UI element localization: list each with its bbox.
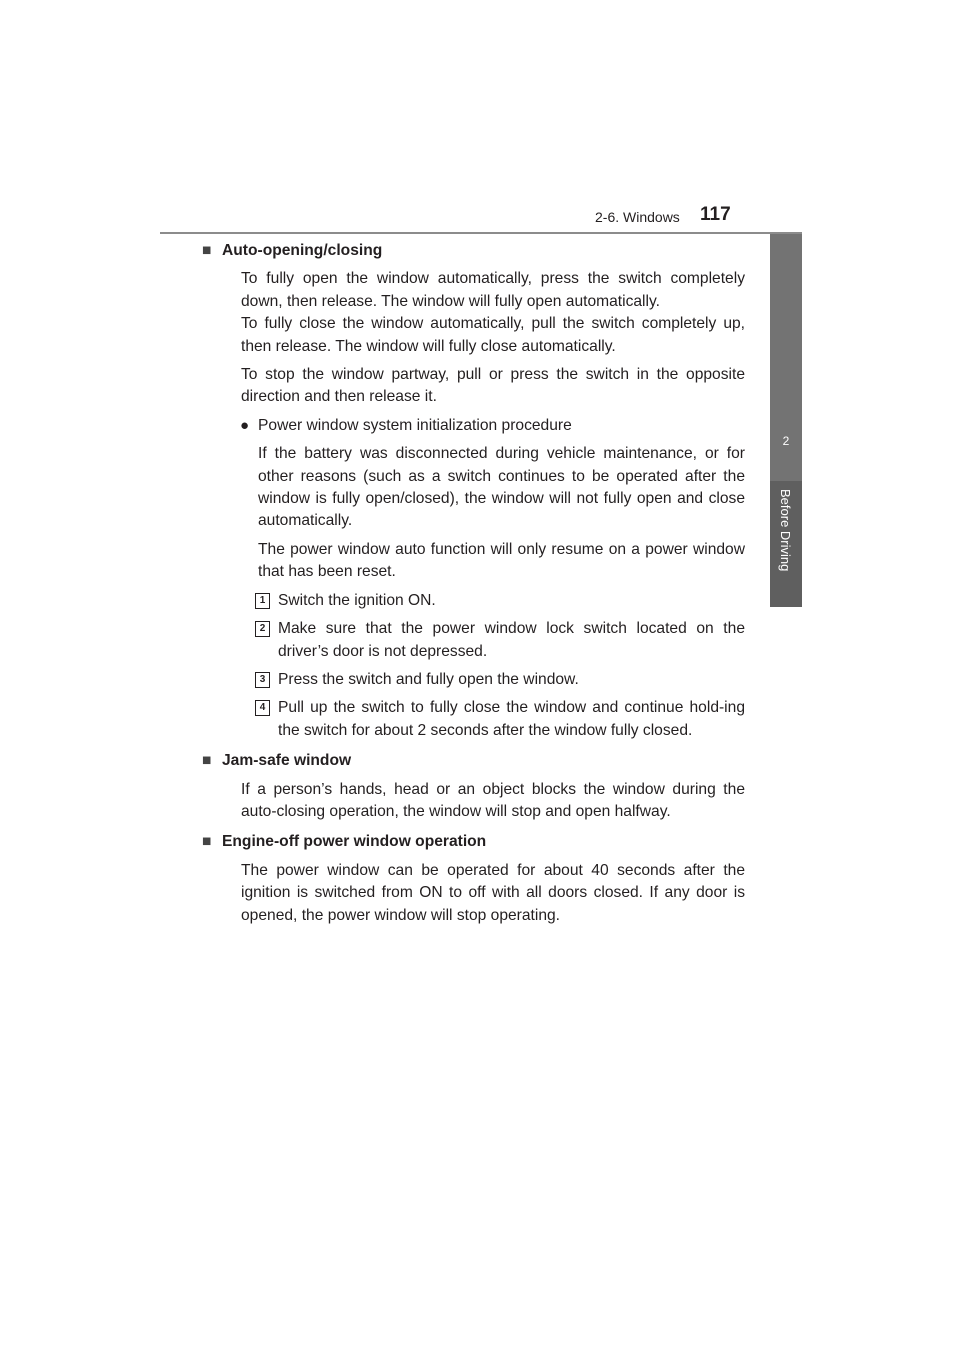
paragraph: The power window can be operated for about 40 seconds after the ignition is switched from ON to off with all doors closed. If any door is opened, the power window will stop operating. — [241, 861, 745, 924]
step-item — [259, 669, 745, 691]
step-text: Switch the ignition ON. — [278, 591, 436, 609]
heading-text: Engine-off power window operation — [222, 833, 487, 851]
step-item — [259, 697, 745, 742]
chapter-title: Before Driving — [778, 489, 793, 572]
paragraph: To fully open the window automatically, press the switch completely down, then release. The window will fully open automatically. — [241, 270, 745, 310]
heading-auto-opening — [202, 240, 745, 262]
step-number-badge: 4 — [255, 700, 270, 716]
step-number-badge: 2 — [255, 621, 270, 637]
step-text: Make sure that the power window lock switch located on the driver’s door is not depressed. — [278, 620, 745, 660]
header-rule — [160, 232, 802, 234]
square-bullet-icon: ■ — [202, 833, 212, 851]
heading-engine-off — [202, 831, 745, 853]
square-bullet-icon: ■ — [202, 752, 212, 770]
chapter-title-tab — [770, 481, 802, 607]
step-text: Pull up the switch to fully close the window and continue hold-ing the switch for about 2 seconds after the window fully closed. — [278, 699, 745, 739]
paragraph: To stop the window partway, pull or press the switch in the opposite direction and then release it. — [241, 366, 745, 406]
chapter-tab — [770, 234, 802, 481]
paragraph: If a person’s hands, head or an object blocks the window during the auto-closing operation, the window will stop and open halfway. — [241, 780, 745, 820]
page-number: 117 — [700, 204, 731, 225]
square-bullet-icon: ■ — [202, 242, 212, 259]
bullet-item — [240, 415, 745, 437]
paragraph: To fully close the window automatically, pull the switch completely up, then release. The window will fully close automatically. — [241, 315, 745, 355]
section-title: 2-6. Windows — [595, 209, 680, 225]
bullet-paragraph: The power window auto function will only resume on a power window that has been reset. — [258, 540, 745, 581]
heading-jam-safe — [202, 750, 745, 772]
step-item — [259, 618, 745, 663]
bullet-paragraph: If the battery was disconnected during vehicle maintenance, or for other reasons (such as a switch continues to be operated after the window is fully open/closed), the window will not fully open and close automatically. — [258, 445, 745, 530]
step-number-badge: 3 — [255, 672, 270, 688]
heading-text: Jam-safe window — [222, 752, 352, 770]
step-text: Press the switch and fully open the window. — [278, 670, 579, 688]
step-item — [259, 590, 745, 612]
heading-text: Auto-opening/closing — [222, 242, 383, 259]
page-content — [202, 240, 745, 927]
step-number-badge: 1 — [255, 593, 270, 609]
bullet-text: Power window system initialization procedure — [258, 416, 572, 434]
chapter-number: 2 — [782, 434, 790, 448]
round-bullet-icon: ● — [240, 416, 250, 434]
